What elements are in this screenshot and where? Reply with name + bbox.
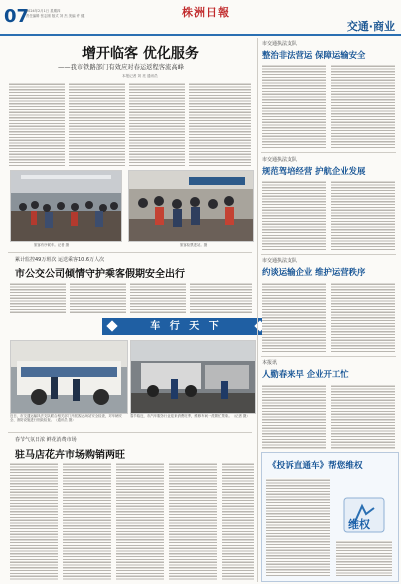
box3-headline: 约谈运输企业 维护运营秩序: [262, 267, 366, 277]
promo-body-2: [336, 540, 392, 576]
flower-body-col4: [169, 462, 217, 580]
photo-caption-4: 春节临近，市汽车服务行业迎来消费旺季，维修车间一派繁忙景象。（记者 摄）: [130, 414, 250, 418]
safety-body-col1: [10, 282, 66, 314]
divider: [261, 356, 396, 357]
lead-body-col1: [9, 82, 65, 166]
divider: [261, 152, 396, 153]
promo-title: 《投诉直通车》帮您维权: [268, 461, 363, 471]
box1-headline: 整治非法营运 保障运输安全: [262, 50, 366, 60]
safety-kicker: 累计监控49万班次 运送乘客10.6万人次: [15, 257, 105, 263]
box2-body-col1: [262, 180, 326, 250]
photo-caption-3: 近日，市交通运输执法支队联合相关部门开展客运场站安全检查，对车辆安全、消防设施进行细致检查。（通讯员 摄）: [10, 414, 122, 423]
divider: [261, 254, 396, 255]
editor-line: 责任编辑 张志刚 版式 刘 杰 美编 许 健: [26, 14, 85, 18]
lead-body-col4: [189, 82, 251, 166]
promo-emblem: [336, 496, 392, 534]
photo-station-hall: [10, 170, 122, 242]
divider: [8, 432, 252, 433]
issue-date: 2024年2月1日 星期四: [26, 9, 61, 13]
column-divider: [257, 38, 258, 582]
box4-kicker: 本报讯: [262, 360, 278, 366]
flower-headline: 驻马店花卉市场购销两旺: [15, 450, 125, 461]
box1-kicker: 市交通执法支队: [262, 41, 298, 47]
box2-body-col2: [331, 180, 395, 250]
box4-body-col2: [331, 384, 395, 450]
column-banner: [102, 318, 270, 335]
flower-body-col3: [116, 462, 164, 580]
flower-kicker: 春节气氛日浓 鲜花消费市场: [15, 437, 77, 443]
photo-caption-2: 旅客检票进站。摄: [180, 243, 208, 247]
box2-headline: 规范驾培经营 护航企业发展: [262, 166, 366, 176]
lead-body-col3: [129, 82, 185, 166]
promo-logo-text: 维权: [348, 518, 370, 531]
safety-body-col2: [70, 282, 126, 314]
flower-body-col5: [222, 462, 254, 580]
box3-kicker: 市交通执法支队: [262, 258, 298, 264]
newspaper-logo: 株洲日報: [182, 6, 230, 19]
safety-headline: 市公交公司倾情守护乘客假期安全出行: [15, 269, 185, 280]
page-number: 07: [4, 6, 30, 27]
promo-body: [266, 478, 330, 576]
box1-body-col2: [331, 64, 395, 148]
section-title: 交通·商业: [346, 20, 395, 33]
lead-headline: 增开临客 优化服务: [82, 46, 199, 62]
photo-caption-1: 旅客有序候车。记者 摄: [34, 243, 69, 247]
divider: [8, 252, 252, 253]
box4-body-col1: [262, 384, 326, 450]
flower-body-col1: [10, 462, 58, 580]
safety-body-col3: [130, 282, 186, 314]
box1-body-col1: [262, 64, 326, 148]
banner-text: 车 行 天 下: [150, 321, 222, 332]
box2-kicker: 市交通执法支队: [262, 157, 298, 163]
safety-body-col4: [190, 282, 252, 314]
photo-repair-workshop: [130, 340, 256, 414]
flower-body-col2: [63, 462, 111, 580]
photo-ticket-gate: [128, 170, 254, 242]
box3-body-col2: [331, 282, 395, 352]
photo-inspection: [10, 340, 128, 414]
lead-byline: 本报记者 刘 亮 通讯员: [122, 74, 158, 78]
box4-headline: 人勤春来早 企业开工忙: [262, 369, 349, 379]
lead-subheadline: ——我市铁路部门有效应对春运返程客流高峰: [58, 64, 184, 71]
lead-body-col2: [69, 82, 125, 166]
box3-body-col1: [262, 282, 326, 352]
